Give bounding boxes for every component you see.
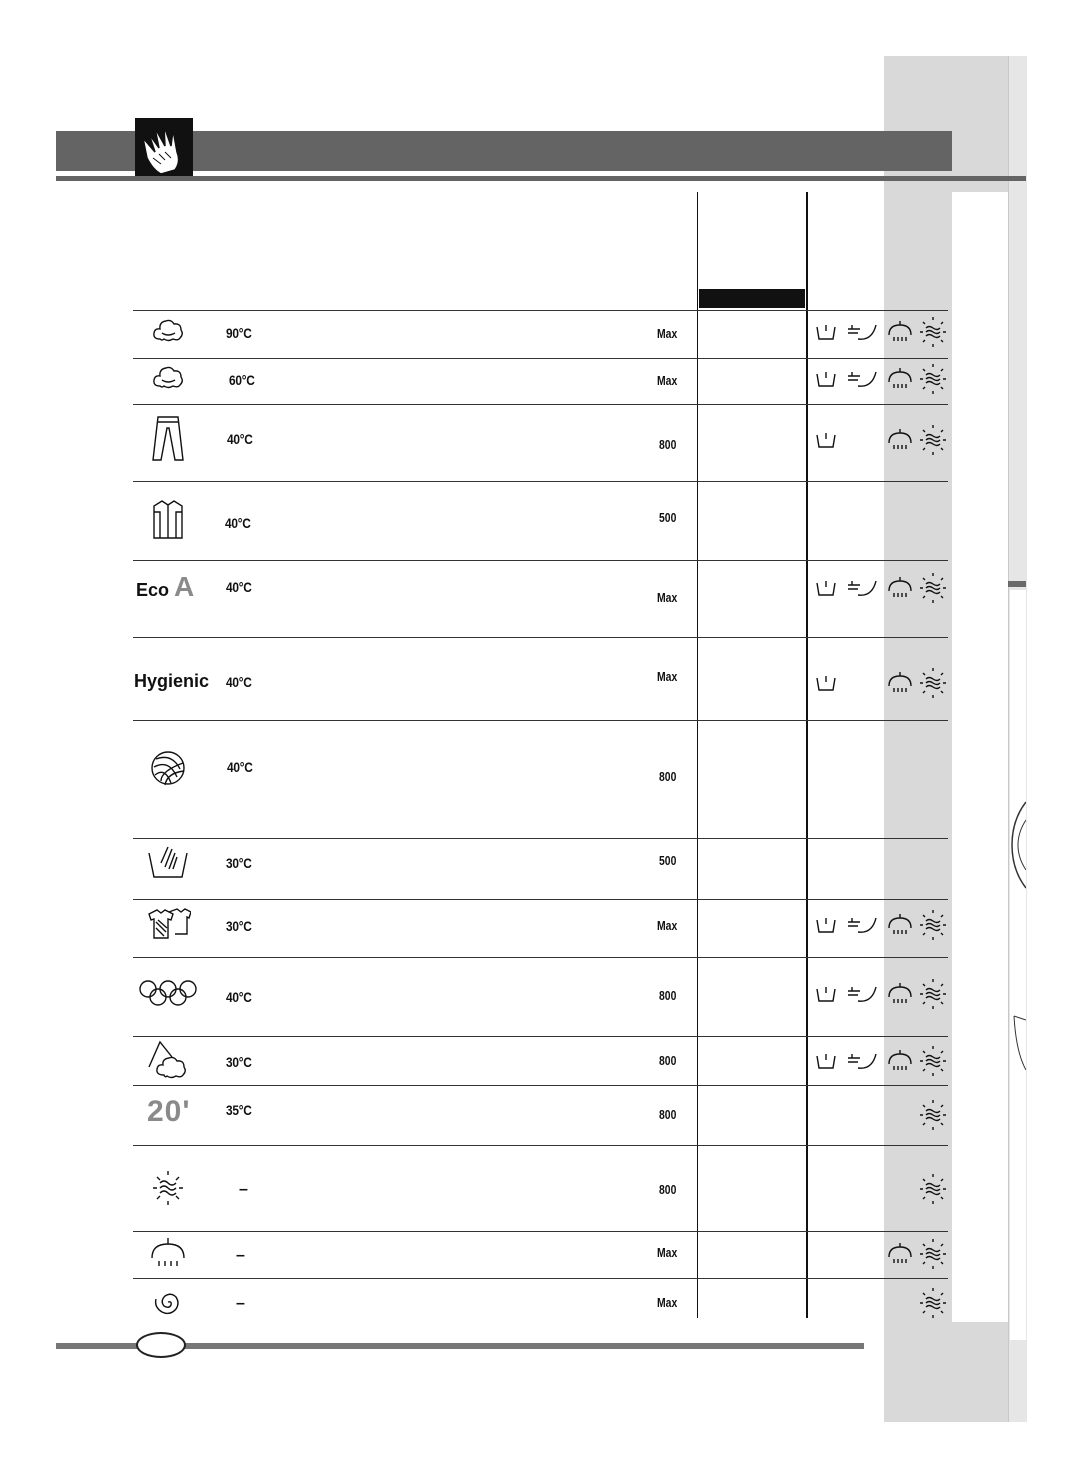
row-divider — [133, 404, 948, 405]
extra-rinse-icon — [886, 983, 914, 1005]
spin-speed-value: 500 — [659, 853, 677, 868]
spin-speed-value: Max — [657, 669, 678, 684]
easy-iron-icon — [918, 909, 948, 941]
column-divider-1 — [697, 192, 698, 1318]
prewash-icon — [814, 429, 838, 451]
easy-iron-icon — [918, 316, 948, 348]
spin-speed-value: Max — [657, 918, 678, 933]
program-label-20: 20' — [147, 1095, 191, 1128]
spin-speed-value: 800 — [659, 1107, 677, 1122]
temperature-value: 60°C — [229, 372, 255, 388]
easy-iron-icon — [918, 1287, 948, 1319]
temperature-value: – — [236, 1295, 245, 1312]
spin-speed-value: 800 — [659, 769, 677, 784]
temperature-value: – — [236, 1247, 245, 1264]
stain-removal-icon — [846, 368, 880, 390]
temperature-value: – — [239, 1181, 248, 1198]
temperature-value: 40°C — [226, 989, 252, 1005]
trousers-icon — [150, 414, 186, 464]
spin-speed-value: 500 — [659, 510, 677, 525]
temperature-value: 40°C — [227, 759, 253, 775]
page-number-oval — [136, 1332, 186, 1358]
spin-speed-value: 800 — [659, 1053, 677, 1068]
spin-speed-value: Max — [657, 590, 678, 605]
spin-speed-value: Max — [657, 1245, 678, 1260]
mixed-colours-icon — [145, 906, 191, 942]
row-divider — [133, 310, 948, 311]
stain-removal-icon — [846, 914, 880, 936]
stain-removal-icon — [846, 321, 880, 343]
stain-removal-icon — [846, 983, 880, 1005]
program-label: Eco — [136, 580, 170, 600]
easy-iron-icon — [918, 667, 948, 699]
spin-speed-value: 800 — [659, 1182, 677, 1197]
program-label-hygienic: Hygienic — [134, 671, 210, 691]
prewash-icon — [814, 672, 838, 694]
temperature-value: 30°C — [226, 855, 252, 871]
row-divider — [133, 1036, 948, 1037]
right-margin-white — [952, 192, 1008, 1322]
row-divider — [133, 358, 948, 359]
column-header-bar — [699, 289, 805, 308]
program-label-eco — [136, 571, 194, 603]
extra-rinse-icon — [886, 1050, 914, 1072]
easy-iron-icon — [918, 1045, 948, 1077]
rinse-icon — [148, 1238, 188, 1268]
easy-iron-icon — [918, 1238, 948, 1270]
prewash-icon — [814, 321, 838, 343]
prewash-icon — [814, 577, 838, 599]
extra-rinse-icon — [886, 321, 914, 343]
hand-icon — [135, 118, 193, 176]
row-divider — [133, 1231, 948, 1232]
easy-iron-icon — [918, 1173, 948, 1205]
extra-rinse-icon — [886, 914, 914, 936]
column-divider-2 — [806, 192, 808, 1318]
easy-iron-icon — [918, 424, 948, 456]
spin-speed-value: 800 — [659, 437, 677, 452]
prewash-icon — [814, 983, 838, 1005]
row-divider — [133, 720, 948, 721]
temperature-value: 35°C — [226, 1102, 252, 1118]
extra-rinse-icon — [886, 368, 914, 390]
cotton-icon — [151, 364, 185, 392]
temperature-value: 90°C — [226, 325, 252, 341]
sport-icon — [138, 979, 198, 1007]
temperature-value: 40°C — [227, 431, 253, 447]
extra-rinse-icon — [886, 1243, 914, 1265]
row-divider — [133, 1085, 948, 1086]
easy-iron-icon — [918, 978, 948, 1010]
cotton-icon — [151, 317, 185, 345]
temperature-value: 40°C — [225, 515, 251, 531]
extra-rinse-icon — [886, 577, 914, 599]
synthetic-icon — [146, 1039, 190, 1081]
edge-door-graphic — [1012, 1012, 1026, 1072]
row-divider — [133, 481, 948, 482]
row-divider — [133, 957, 948, 958]
program-label-a: A — [174, 571, 195, 602]
extra-rinse-icon — [886, 429, 914, 451]
stain-removal-icon — [846, 577, 880, 599]
extra-rinse-icon — [886, 672, 914, 694]
temperature-value: 30°C — [226, 1054, 252, 1070]
spin-speed-value: Max — [657, 1295, 678, 1310]
header-rule — [56, 176, 1026, 181]
row-divider — [133, 1145, 948, 1146]
prewash-icon — [814, 914, 838, 936]
edge-dial-graphic — [1010, 800, 1026, 890]
prewash-icon — [814, 1050, 838, 1072]
temperature-value: 40°C — [226, 579, 252, 595]
row-divider — [133, 560, 948, 561]
easy-iron-icon — [150, 1170, 186, 1206]
spin-icon — [149, 1284, 187, 1320]
easy-iron-icon — [918, 363, 948, 395]
spin-speed-value: Max — [657, 326, 678, 341]
row-divider — [133, 899, 948, 900]
prewash-icon — [814, 368, 838, 390]
edge-white — [1010, 590, 1026, 1340]
section-tab-marker — [1008, 581, 1026, 587]
spin-speed-value: Max — [657, 373, 678, 388]
row-divider — [133, 1278, 948, 1279]
row-divider — [133, 637, 948, 638]
stain-removal-icon — [846, 1050, 880, 1072]
easy-iron-icon — [918, 572, 948, 604]
temperature-value: 30°C — [226, 918, 252, 934]
spin-speed-value: 800 — [659, 988, 677, 1003]
temperature-value: 40°C — [226, 674, 252, 690]
easy-iron-icon — [918, 1099, 948, 1131]
wool-icon — [147, 749, 189, 787]
shirt-icon — [150, 498, 186, 542]
hand-wash-icon — [146, 841, 190, 881]
row-divider — [133, 838, 948, 839]
